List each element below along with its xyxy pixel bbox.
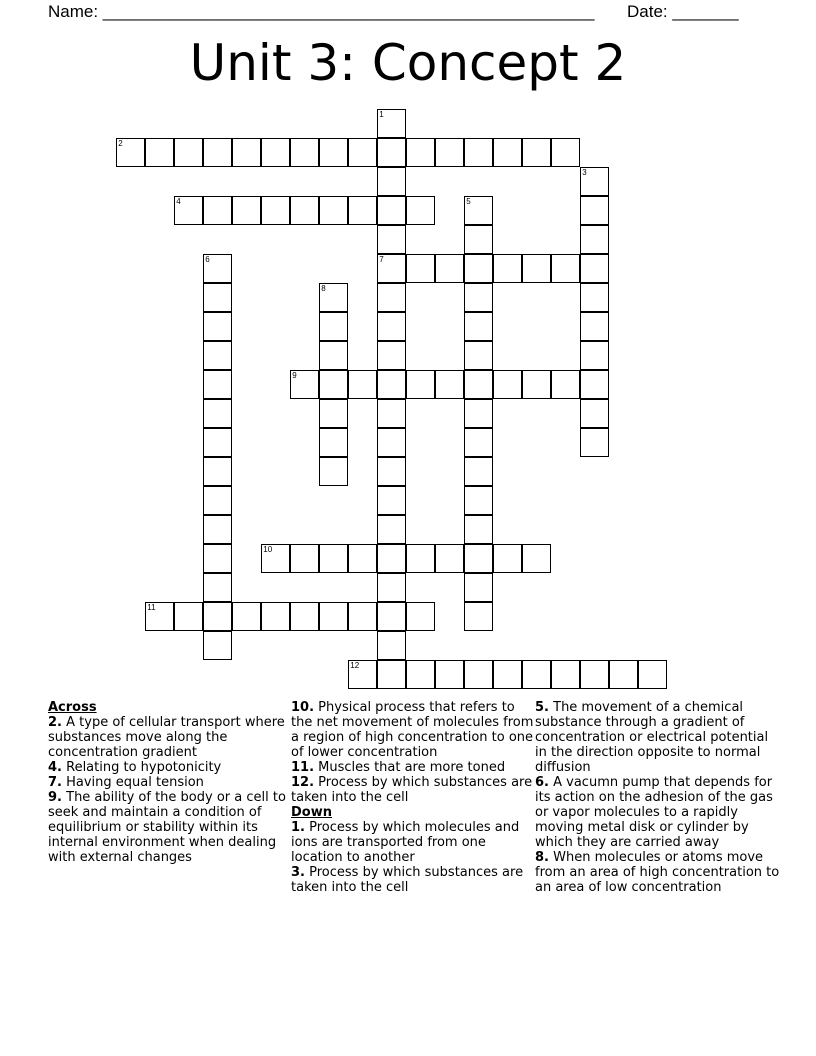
grid-cell[interactable] <box>464 660 493 689</box>
grid-cell[interactable] <box>377 602 406 631</box>
grid-cell[interactable] <box>609 660 638 689</box>
clues-column-3 <box>535 700 780 895</box>
grid-cell[interactable] <box>464 341 493 370</box>
grid-cell[interactable] <box>261 602 290 631</box>
grid-cell[interactable] <box>261 196 290 225</box>
grid-cell[interactable] <box>348 138 377 167</box>
grid-cell[interactable] <box>522 660 551 689</box>
grid-cell[interactable] <box>261 138 290 167</box>
clue-number: 12 <box>350 661 360 671</box>
grid-cell[interactable] <box>580 399 609 428</box>
grid-cell[interactable] <box>232 196 261 225</box>
grid-cell[interactable] <box>203 631 232 660</box>
grid-cell[interactable] <box>319 428 348 457</box>
grid-cell[interactable] <box>464 602 493 631</box>
grid-cell[interactable] <box>551 660 580 689</box>
grid-cell[interactable] <box>232 602 261 631</box>
clue-number: 1 <box>379 110 384 120</box>
clue-across-7: 7. Having equal tension <box>48 775 204 790</box>
grid-cell[interactable] <box>348 660 377 689</box>
grid-cell[interactable] <box>377 428 406 457</box>
grid-cell[interactable] <box>319 196 348 225</box>
grid-cell[interactable] <box>464 457 493 486</box>
clue-down-6: 6. A vacumn pump that depends for its action on the adhesion of the gas or vapor molecules to a rapidly moving metal disk or cylinder by which they are carried away <box>535 775 773 850</box>
clue-across-10: 10. Physical process that refers to the net movement of molecules from a region of high concentration to one of lower concentration <box>291 700 534 760</box>
grid-cell[interactable] <box>319 370 348 399</box>
grid-cell[interactable] <box>203 457 232 486</box>
grid-cell[interactable] <box>319 399 348 428</box>
grid-cell[interactable] <box>377 399 406 428</box>
grid-cell[interactable] <box>406 602 435 631</box>
grid-cell[interactable] <box>203 544 232 573</box>
grid-cell[interactable] <box>377 138 406 167</box>
grid-cell[interactable] <box>174 196 203 225</box>
grid-cell[interactable] <box>580 167 609 196</box>
grid-cell[interactable] <box>406 138 435 167</box>
grid-cell[interactable] <box>522 370 551 399</box>
clue-number: 7 <box>379 255 384 265</box>
grid-cell[interactable] <box>580 196 609 225</box>
grid-cell[interactable] <box>580 660 609 689</box>
grid-cell[interactable] <box>377 341 406 370</box>
page-title: Unit 3: Concept 2 <box>189 34 627 92</box>
grid-cell[interactable] <box>377 631 406 660</box>
clues-column-1 <box>48 700 293 865</box>
grid-cell[interactable] <box>377 167 406 196</box>
grid-cell[interactable] <box>464 225 493 254</box>
grid-cell[interactable] <box>377 457 406 486</box>
grid-cell[interactable] <box>551 370 580 399</box>
grid-cell[interactable] <box>406 196 435 225</box>
grid-cell[interactable] <box>203 602 232 631</box>
grid-cell[interactable] <box>377 486 406 515</box>
clue-number: 2 <box>118 139 123 149</box>
clue-across-11: 11. Muscles that are more toned <box>291 760 506 775</box>
clue-down-8: 8. When molecules or atoms move from an area of high concentration to an area of low concentration <box>535 850 780 895</box>
grid-cell[interactable] <box>522 544 551 573</box>
grid-cell[interactable] <box>435 254 464 283</box>
date-field-label: Date: _______ <box>627 2 739 21</box>
grid-cell[interactable] <box>319 283 348 312</box>
clue-number: 11 <box>147 603 156 613</box>
grid-cell[interactable] <box>464 428 493 457</box>
grid-cell[interactable] <box>435 138 464 167</box>
grid-cell[interactable] <box>464 138 493 167</box>
grid-cell[interactable] <box>145 138 174 167</box>
grid-cell[interactable] <box>580 225 609 254</box>
name-field-label: Name: ____________________________________________________ <box>48 2 595 21</box>
grid-cell[interactable] <box>435 660 464 689</box>
clue-number: 9 <box>292 371 297 381</box>
clues-column-2 <box>291 700 536 895</box>
grid-cell[interactable] <box>464 370 493 399</box>
grid-cell[interactable] <box>348 602 377 631</box>
clue-down-1: 1. Process by which molecules and ions are transported from one location to another <box>291 820 520 865</box>
grid-cell[interactable] <box>203 283 232 312</box>
grid-cell[interactable] <box>348 196 377 225</box>
grid-cell[interactable] <box>290 544 319 573</box>
grid-cell[interactable] <box>319 602 348 631</box>
grid-cell[interactable] <box>203 138 232 167</box>
grid-cell[interactable] <box>203 515 232 544</box>
grid-cell[interactable] <box>174 138 203 167</box>
grid-cell[interactable] <box>145 602 174 631</box>
grid-cell[interactable] <box>174 602 203 631</box>
grid-cell[interactable] <box>377 573 406 602</box>
grid-cell[interactable] <box>435 544 464 573</box>
grid-cell[interactable] <box>464 196 493 225</box>
grid-cell[interactable] <box>493 544 522 573</box>
grid-cell[interactable] <box>377 196 406 225</box>
grid-cell[interactable] <box>406 370 435 399</box>
clue-down-3: 3. Process by which substances are taken into the cell <box>291 865 524 895</box>
grid-cell[interactable] <box>377 515 406 544</box>
grid-cell[interactable] <box>464 283 493 312</box>
grid-cell[interactable] <box>464 399 493 428</box>
clue-number: 10 <box>263 545 273 555</box>
grid-cell[interactable] <box>377 312 406 341</box>
grid-cell[interactable] <box>580 283 609 312</box>
grid-cell[interactable] <box>319 544 348 573</box>
clue-across-2: 2. A type of cellular transport where substances move along the concentration gradient <box>48 715 285 760</box>
grid-cell[interactable] <box>377 283 406 312</box>
grid-cell[interactable] <box>464 486 493 515</box>
clue-down-5: 5. The movement of a chemical substance through a gradient of concentration or electrical potential in the direction opposite to normal diffusion <box>535 700 769 775</box>
grid-cell[interactable] <box>290 196 319 225</box>
grid-cell[interactable] <box>493 370 522 399</box>
grid-cell[interactable] <box>377 225 406 254</box>
grid-cell[interactable] <box>319 341 348 370</box>
clue-number: 8 <box>321 284 326 294</box>
grid-cell[interactable] <box>116 138 145 167</box>
grid-cell[interactable] <box>203 573 232 602</box>
grid-cell[interactable] <box>203 254 232 283</box>
grid-cell[interactable] <box>580 312 609 341</box>
grid-cell[interactable] <box>551 254 580 283</box>
clue-across-12: 12. Process by which substances are taken into the cell <box>291 775 533 805</box>
grid-cell[interactable] <box>464 254 493 283</box>
grid-cell[interactable] <box>290 602 319 631</box>
grid-cell[interactable] <box>203 312 232 341</box>
grid-cell[interactable] <box>203 486 232 515</box>
grid-cell[interactable] <box>551 138 580 167</box>
grid-cell[interactable] <box>203 341 232 370</box>
down-heading: Down <box>291 805 332 820</box>
grid-cell[interactable] <box>261 544 290 573</box>
clue-across-4: 4. Relating to hypotonicity <box>48 760 222 775</box>
grid-cell[interactable] <box>348 544 377 573</box>
grid-cell[interactable] <box>435 370 464 399</box>
grid-cell[interactable] <box>319 138 348 167</box>
grid-cell[interactable] <box>232 138 261 167</box>
grid-cell[interactable] <box>493 660 522 689</box>
grid-cell[interactable] <box>580 370 609 399</box>
grid-cell[interactable] <box>464 573 493 602</box>
grid-cell[interactable] <box>377 660 406 689</box>
clue-across-9: 9. The ability of the body or a cell to seek and maintain a condition of equilibrium or stability within its internal environment when dealing with external changes <box>48 790 286 865</box>
grid-cell[interactable] <box>464 312 493 341</box>
grid-cell[interactable] <box>406 660 435 689</box>
grid-cell[interactable] <box>464 544 493 573</box>
grid-cell[interactable] <box>580 254 609 283</box>
grid-cell[interactable] <box>377 370 406 399</box>
grid-cell[interactable] <box>406 254 435 283</box>
clue-number: 6 <box>205 255 210 265</box>
grid-cell[interactable] <box>464 515 493 544</box>
grid-cell[interactable] <box>638 660 667 689</box>
grid-cell[interactable] <box>493 254 522 283</box>
grid-cell[interactable] <box>203 428 232 457</box>
grid-cell[interactable] <box>493 138 522 167</box>
across-heading: Across <box>48 700 97 715</box>
grid-cell[interactable] <box>522 254 551 283</box>
grid-cell[interactable] <box>522 138 551 167</box>
grid-cell[interactable] <box>580 428 609 457</box>
grid-cell[interactable] <box>290 138 319 167</box>
grid-cell[interactable] <box>377 254 406 283</box>
clue-number: 4 <box>176 197 181 207</box>
grid-cell[interactable] <box>377 109 406 138</box>
grid-cell[interactable] <box>203 370 232 399</box>
clue-number: 3 <box>582 168 587 178</box>
grid-cell[interactable] <box>203 399 232 428</box>
grid-cell[interactable] <box>203 196 232 225</box>
clue-number: 5 <box>466 197 471 207</box>
grid-cell[interactable] <box>348 370 377 399</box>
grid-cell[interactable] <box>377 544 406 573</box>
grid-cell[interactable] <box>580 341 609 370</box>
grid-cell[interactable] <box>406 544 435 573</box>
grid-cell[interactable] <box>290 370 319 399</box>
grid-cell[interactable] <box>319 312 348 341</box>
grid-cell[interactable] <box>319 457 348 486</box>
